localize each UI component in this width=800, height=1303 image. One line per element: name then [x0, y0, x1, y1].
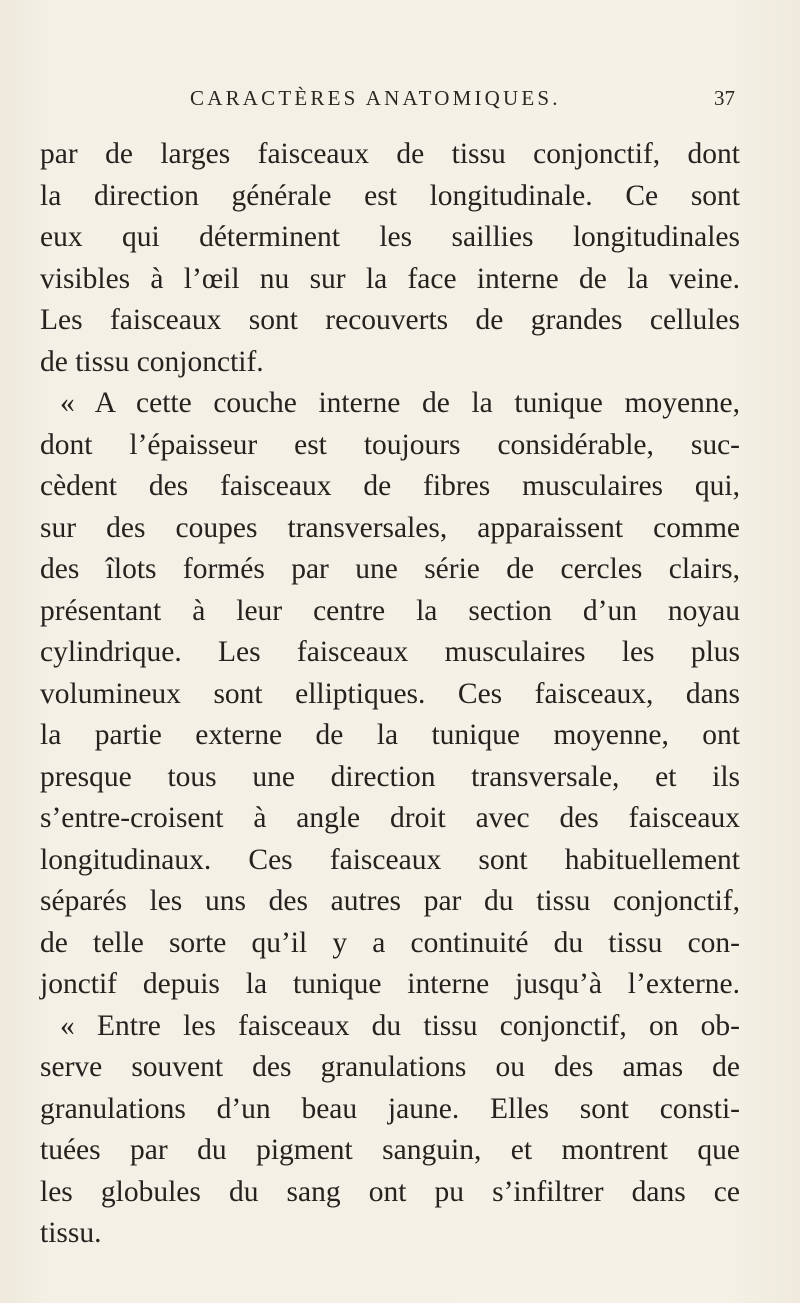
text-line: par de larges faisceaux de tissu conjonctif, dont [40, 138, 740, 170]
text-line: cylindrique. Les faisceaux musculaires les plus [40, 636, 740, 668]
text-line: présentant à leur centre la section d’un noyau [40, 594, 740, 627]
text-line: visibles à l’œil nu sur la face interne de la veine. [40, 262, 740, 295]
text-line: longitudinaux. Ces faisceaux sont habituellement [40, 843, 740, 876]
text-line: dont l’épaisseur est toujours considérable, suc- [40, 428, 740, 461]
text-line: granulations d’un beau jaune. Elles sont consti- [40, 1092, 740, 1125]
paragraph-2 [40, 383, 740, 1006]
text-line: tuées par du pigment sanguin, et montrent que [40, 1134, 740, 1166]
text-line: la partie externe de la tunique moyenne, ont [40, 719, 740, 751]
text-line: les globules du sang ont pu s’infiltrer dans ce [40, 1175, 740, 1208]
text-line: « Entre les faisceaux du tissu conjonctif, on ob- [60, 1009, 740, 1042]
text-line: volumineux sont elliptiques. Ces faisceaux, dans [40, 677, 740, 710]
body-text [40, 134, 740, 1255]
text-line: eux qui déterminent les saillies longitudinales [40, 221, 740, 253]
text-line: presque tous une direction transversale, et ils [40, 760, 740, 793]
text-line: jonctif depuis la tunique interne jusqu’à l’externe. [40, 968, 740, 1000]
text-line: s’entre-croisent à angle droit avec des faisceaux [40, 802, 740, 834]
text-line: sur des coupes transversales, apparaissent comme [40, 511, 740, 544]
text-line: « A cette couche interne de la tunique moyenne, [60, 387, 740, 419]
text-line: serve souvent des granulations ou des amas de [40, 1051, 740, 1083]
text-line: des îlots formés par une série de cercles clairs, [40, 553, 740, 585]
paragraph-3 [40, 1006, 740, 1255]
text-line: de telle sorte qu’il y a continuité du tissu con- [40, 926, 740, 959]
text-line: de tissu conjonctif. [40, 345, 264, 378]
text-line: cèdent des faisceaux de fibres musculaires qui, [40, 470, 740, 502]
running-title: CARACTÈRES ANATOMIQUES. [190, 86, 561, 110]
paragraph-1 [40, 134, 740, 383]
text-line: tissu. [40, 1217, 102, 1249]
text-line: la direction générale est longitudinale. Ce sont [40, 179, 740, 212]
text-line: séparés les uns des autres par du tissu conjonctif, [40, 885, 740, 917]
running-head [40, 86, 735, 116]
text-line: Les faisceaux sont recouverts de grandes cellules [40, 304, 740, 336]
page-number: 37 [714, 86, 735, 110]
